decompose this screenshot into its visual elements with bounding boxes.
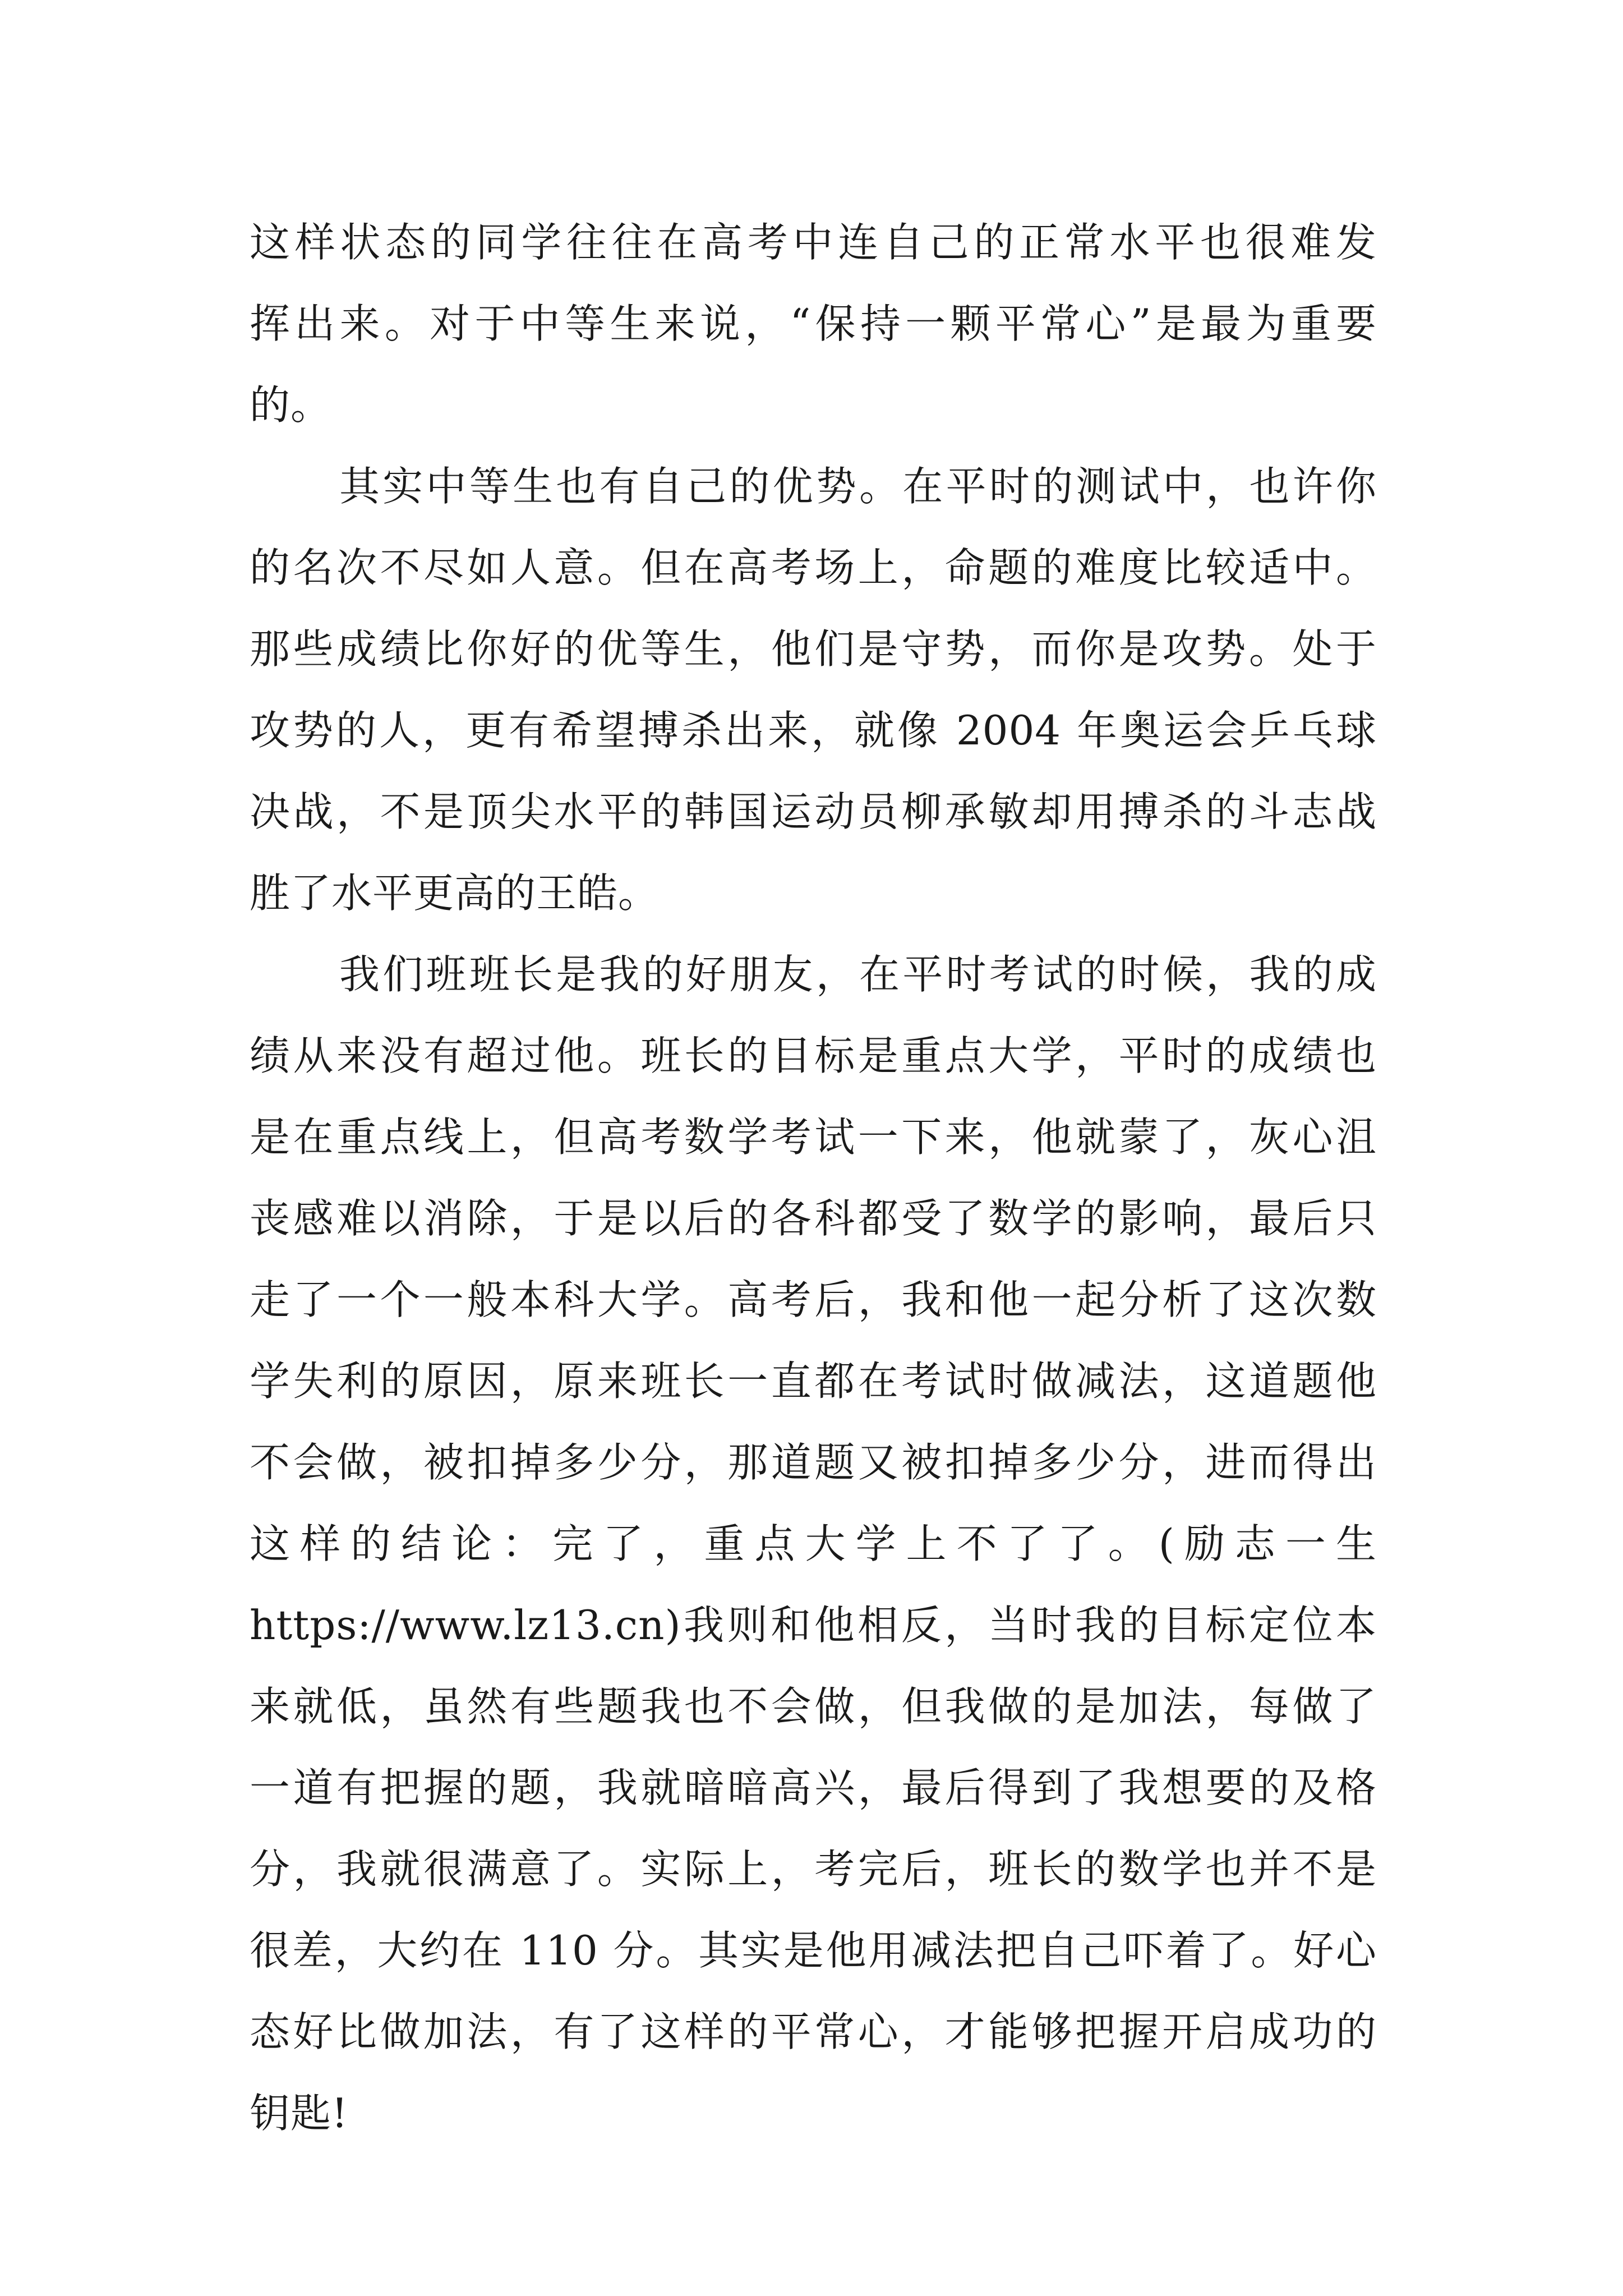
text-line-with-url: https://www.lz13.cn)我则和他相反，当时我的目标定位本	[250, 1602, 1377, 1649]
text-line: 丧感难以消除，于是以后的各科都受了数学的影响，最后只	[250, 1195, 1377, 1242]
text-line: 挥出来。对于中等生来说，“保持一颗平常心”是最为重要	[250, 300, 1377, 347]
text-line: 攻势的人，更有希望搏杀出来，就像 2004 年奥运会乒乓球	[250, 707, 1377, 754]
text-line: 的名次不尽如人意。但在高考场上，命题的难度比较适中。	[250, 544, 1377, 591]
text-line: 钥匙!	[250, 2090, 348, 2137]
text-line: 绩从来没有超过他。班长的目标是重点大学，平时的成绩也	[250, 1032, 1377, 1079]
text-line: 胜了水平更高的王皓。	[250, 869, 660, 917]
text-line: 分，我就很满意了。实际上，考完后，班长的数学也并不是	[250, 1846, 1377, 1893]
text-line: 不会做，被扣掉多少分，那道题又被扣掉多少分，进而得出	[250, 1439, 1377, 1486]
text-line: 学失利的原因，原来班长一直都在考试时做减法，这道题他	[250, 1358, 1377, 1405]
text-line: 走了一个一般本科大学。高考后，我和他一起分析了这次数	[250, 1276, 1377, 1323]
text-line: 一道有把握的题，我就暗暗高兴，最后得到了我想要的及格	[250, 1764, 1377, 1811]
text-line: 是在重点线上，但高考数学考试一下来，他就蒙了，灰心沮	[250, 1114, 1377, 1161]
text-line: 那些成绩比你好的优等生，他们是守势，而你是攻势。处于	[250, 625, 1377, 673]
text-line: 的。	[250, 381, 332, 429]
text-line: 这样状态的同学往往在高考中连自己的正常水平也很难发	[250, 219, 1377, 266]
paragraph-start-line: 我们班班长是我的好朋友，在平时考试的时候，我的成	[339, 951, 1377, 998]
text-line: 决战，不是顶尖水平的韩国运动员柳承敏却用搏杀的斗志战	[250, 788, 1377, 835]
paragraph-start-line: 其实中等生也有自己的优势。在平时的测试中，也许你	[339, 463, 1377, 510]
text-line: 这样的结论：完了，重点大学上不了了。(励志一生	[250, 1520, 1377, 1567]
text-line: 态好比做加法，有了这样的平常心，才能够把握开启成功的	[250, 2008, 1377, 2055]
article-body	[250, 202, 1377, 2154]
text-line: 很差，大约在 110 分。其实是他用减法把自己吓着了。好心	[250, 1927, 1377, 1974]
text-line: 来就低，虽然有些题我也不会做，但我做的是加法，每做了	[250, 1683, 1377, 1730]
